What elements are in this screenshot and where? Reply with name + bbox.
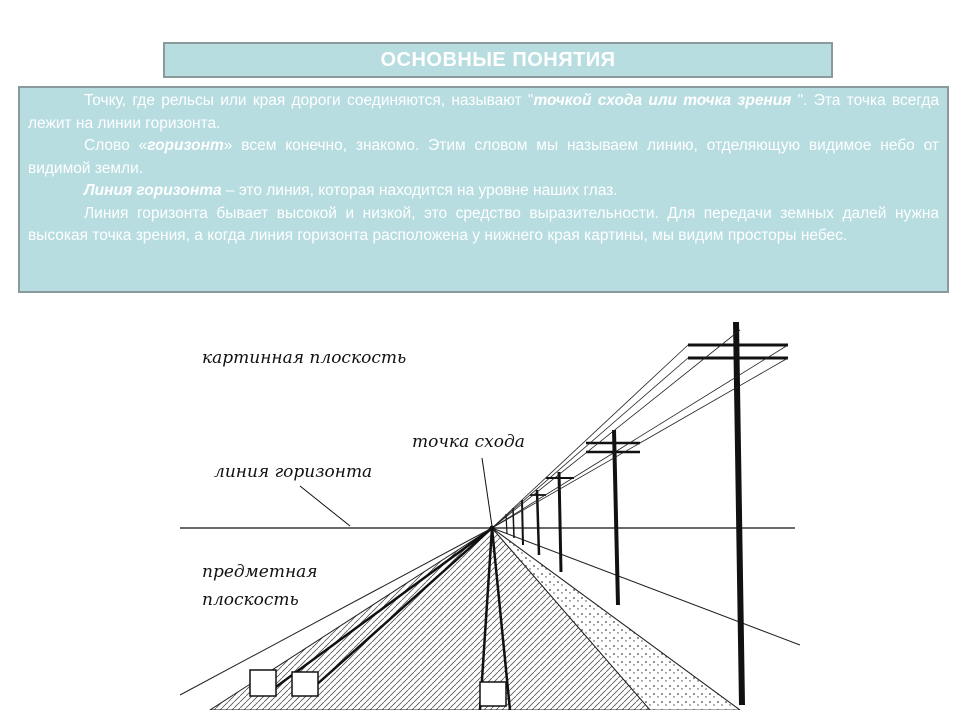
rail-end-middle [292,672,318,696]
label-ground-plane-2: плоскость [202,590,299,610]
paragraph-horizon-word: Слово «горизонт» всем конечно, знакомо. Этим словом мы называем линию, отделяющую видимое небо от видимой земли. [28,137,939,177]
title-bar [163,42,833,78]
term-horizon-line: Линия горизонта [84,182,222,199]
label-horizon-line: линия горизонта [214,462,373,482]
label-vanishing-point: точка схода [412,432,525,452]
label-ground-plane-1: предметная [202,562,318,582]
vanishing-point-marker [490,526,495,531]
page-title: ОСНОВНЫЕ ПОНЯТИЯ [380,48,616,71]
perspective-illustration [180,300,820,710]
term-vanishing-point: точкой схода или точка зрения [533,92,798,109]
paragraph-vanishing-point: Точку, где рельсы или края дороги соединяются, называют "точкой схода или точка зрения ". Эта точка всегда лежит на линии горизонта. [28,92,939,132]
pointer-vanishing-point [482,458,492,526]
label-picture-plane: картинная плоскость [202,348,407,368]
pointer-horizon [300,486,350,526]
paragraph-horizon-line: Линия горизонта – это линия, которая находится на уровне наших глаз. [84,182,618,199]
term-horizon: горизонт [147,137,224,154]
rail-end-right [480,682,506,706]
rail-end-left [250,670,276,696]
paragraph-horizon-height: Линия горизонта бывает высокой и низкой, это средство выразительности. Для передачи земных далей нужна высокая точка зрения, а когда линия горизонта расположена у нижнего края картины, мы видим просторы небес. [28,204,939,244]
concepts-text-box [18,86,949,293]
